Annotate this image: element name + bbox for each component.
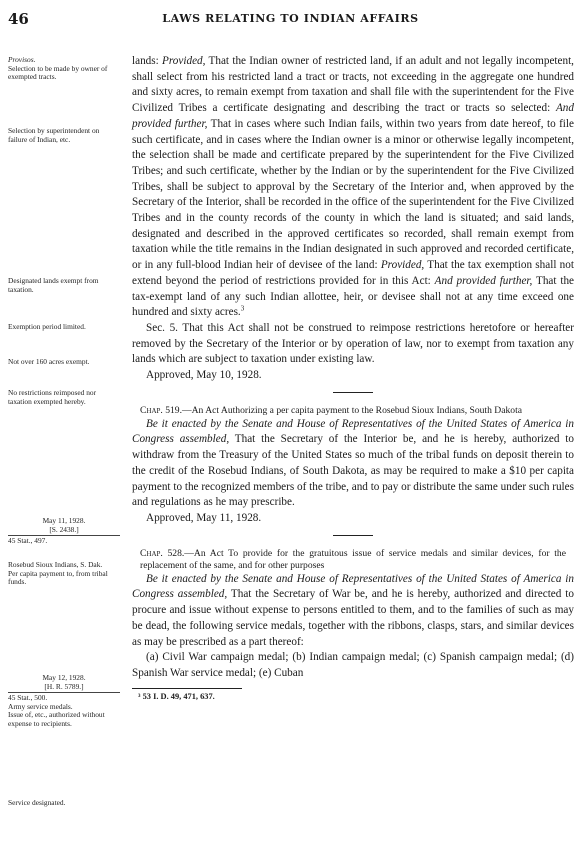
running-title: LAWS RELATING TO INDIAN AFFAIRS bbox=[162, 12, 419, 25]
enacting-clause: Be it enacted by the Senate and House of Representatives of the United States of America in Congress assembled, bbox=[132, 572, 574, 601]
text-span: lands: bbox=[132, 55, 163, 67]
chapter-title: —An Act Authorizing a per capita payment to the Rosebud Sioux Indians, South Dakota bbox=[182, 404, 522, 416]
chapter-519-heading bbox=[132, 405, 574, 417]
margin-selection-owner: Selection to be made by owner of exempted tracts. bbox=[8, 63, 108, 82]
chapter-title: —An Act To provide for the gratuitous issue of service medals and similar devices, for the replacement of the same, and for other purposes bbox=[140, 547, 566, 571]
enacting-clause: Be it enacted by the Senate and House of Representatives of the United States of America in Congress assembled, bbox=[132, 417, 574, 446]
page-number: 46 bbox=[8, 10, 29, 28]
footnote-reference: 3 bbox=[240, 304, 245, 313]
margin-note-no-restrictions: No restrictions reimposed nor taxation exempted hereby. bbox=[8, 388, 97, 406]
margin-note-rosebud bbox=[8, 561, 120, 587]
section-rule bbox=[333, 535, 373, 536]
margin-note-service-designated: Service designated. bbox=[8, 798, 66, 807]
margin-issue-of: Issue of, etc., authorized without expense to recipients. bbox=[8, 710, 105, 728]
margin-note-not-over-160: Not over 160 acres exempt. bbox=[8, 357, 90, 366]
chapter-label: Chap. 528. bbox=[140, 547, 185, 559]
text-span: That the Secretary of War be, and he is hereby, authorized and directed to procure and issue without expense to persons entitled to them, and to the families of such as may be dead, the following service medals, together with the ribbons, clasps, stars, and similar devices as may be prescribed as a part thereof: bbox=[132, 588, 574, 648]
margin-bill-may11: [S. 2438.] bbox=[49, 524, 79, 534]
text-span: That the tax exemption shall not extend beyond the period of restrictions provided for in this Act: bbox=[132, 259, 574, 287]
chapter-528-text bbox=[132, 572, 574, 651]
margin-note-selection-superintendent: Selection by superintendent on failure of Indian, etc. bbox=[8, 126, 100, 144]
margin-note-provisos bbox=[8, 56, 120, 82]
margin-stat-may11: 45 Stat., 497. bbox=[8, 536, 48, 546]
margin-note-designated-lands: Designated lands exempt from taxation. bbox=[8, 276, 99, 294]
margin-stat-may12: 45 Stat., 500. bbox=[8, 693, 48, 703]
margin-date-may12: May 12, 1928. bbox=[42, 673, 86, 682]
text-span: That the Secretary of the Interior be, and he is hereby, authorized to withdraw from the Treasury of the United States so much of the tribal funds on deposit therein to the credit of the Rosebud Indians, of South Dakota, as may be required to make a $10 per capita payment to the recognized members of the tribe, and to pay or distribute the same under such rules and regulations as he may prescribe. bbox=[132, 433, 574, 509]
text-italic: And provided further, bbox=[434, 274, 533, 287]
paragraph-provisos bbox=[132, 54, 574, 321]
footnote-rule bbox=[132, 688, 242, 689]
margin-provisos-label: Provisos. bbox=[8, 55, 36, 64]
text-span: That the Indian owner of restricted land, if an adult and not legally incompetent, shall select from his restricted land a tract or tracts, not exceeding in the aggregate one hundred and sixty acres, to remain exempt from taxation and shall file with the superintendent for the Five Civilized Tribes a certificate designating and describing the tract or tracts so selected: bbox=[132, 55, 574, 115]
chapter-519-text bbox=[132, 417, 574, 511]
text-span: That in cases where such Indian fails, within two years from date hereof, to file such certificate, and in cases where the Indian owner is a minor or otherwise legally incompetent, the selection shall be made and certificate prepared by the superintendent for the Five Civilized Tribes; and such certificate, whether by the Indian or by the superintendent for the Five Civilized Tribes, shall be subject to approval by the Secretary of the Interior and, when approved by the Secretary of the Interior, shall be recorded in the office of the superintendent for the Five Civilized Tribes and in the county records of the county in which the land is situated; and said lands, designated and described in the approved certificates so recorded, shall remain exempt from taxation while the title remains in the Indian designated in such approved and recorded certificate, or in any full-blood Indian heir of devisee of the land: bbox=[132, 117, 574, 272]
chapter-label: Chap. 519. bbox=[140, 404, 182, 416]
text-span: That the tax-exempt land of any such Indian allottee, heir, or devisee shall not at any time exceed one hundred and sixty acres. bbox=[132, 274, 574, 319]
margin-army-medals: Army service medals. bbox=[8, 701, 73, 711]
footnote: ³ 53 I. D. 49, 471, 637. bbox=[138, 691, 215, 701]
page-header bbox=[8, 8, 573, 32]
main-text bbox=[132, 54, 574, 702]
margin-note-may12 bbox=[8, 674, 120, 729]
margin-per-capita: Per capita payment to, from tribal funds. bbox=[8, 568, 108, 587]
text-italic: And provided further, bbox=[132, 102, 574, 130]
margin-note-may11 bbox=[8, 517, 120, 546]
medals-list: (a) Civil War campaign medal; (b) Indian campaign medal; (c) Spanish campaign medal; (d) Spanish War service medal; (e) Cuban bbox=[132, 651, 574, 679]
margin-note-exemption-period: Exemption period limited. bbox=[8, 322, 86, 331]
margin-bill-may12: [H. R. 5789.] bbox=[44, 681, 84, 691]
text-italic: Provided, bbox=[380, 259, 425, 272]
text-italic: Provided, bbox=[162, 55, 206, 67]
approved-may-10: Approved, May 10, 1928. bbox=[146, 369, 262, 382]
section-5: Sec. 5. That this Act shall not be construed to reimpose restrictions heretofore or hereafter removed by the Secretary of the Interior or by operation of law, nor to exempt from taxation any lands which are subject to taxation under existing law. bbox=[132, 321, 574, 366]
approved-may-11: Approved, May 11, 1928. bbox=[146, 511, 262, 524]
chapter-528-heading bbox=[132, 548, 574, 572]
margin-rosebud: Rosebud Sioux Indians, S. Dak. bbox=[8, 560, 103, 569]
section-rule bbox=[333, 392, 373, 393]
margin-date-may11: May 11, 1928. bbox=[42, 516, 86, 525]
